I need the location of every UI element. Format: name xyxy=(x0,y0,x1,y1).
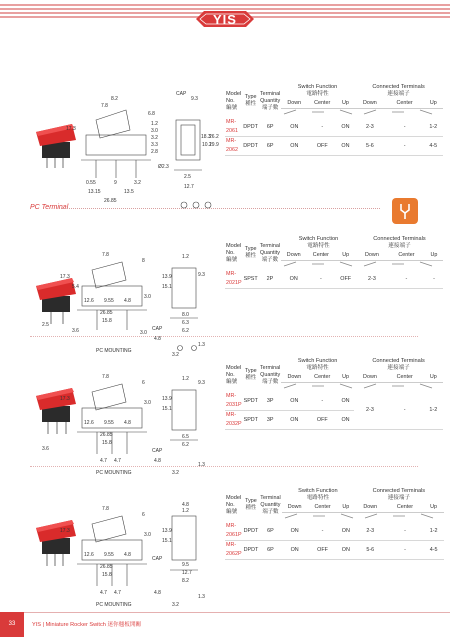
center-cell: OFF xyxy=(317,546,328,553)
dim-label: 4.8 xyxy=(124,420,131,426)
dim-label: 7.8 xyxy=(101,103,108,109)
dim-label: 6 xyxy=(142,512,145,518)
brand-logo xyxy=(190,9,260,29)
dim-label: 15.8 xyxy=(102,572,112,578)
conn-center-cell: - xyxy=(403,142,406,149)
up-cell: ON xyxy=(341,123,350,130)
dim-label: PC MOUNTING xyxy=(96,470,132,476)
table-row xyxy=(225,392,443,411)
dim-label: 17.3 xyxy=(60,396,70,402)
dim-label: 1.2 xyxy=(182,254,189,260)
conn-up-cell: 4-5 xyxy=(429,142,438,149)
dim-label: 29.9 xyxy=(209,142,219,148)
header-up: Up xyxy=(425,250,443,261)
type-cell: DPDT xyxy=(243,527,259,534)
dim-label: 1.2 xyxy=(151,121,158,127)
dim-label: 3.0 xyxy=(144,532,151,538)
dim-label: 15.1 xyxy=(162,538,172,544)
header-connected-terminals-zh: 連接端子 xyxy=(387,365,410,371)
dim-label: 7.8 xyxy=(102,506,109,512)
dim-label: 2.5 xyxy=(184,174,191,180)
dim-label: 4.8 xyxy=(154,590,161,596)
header-center: Center xyxy=(308,502,338,513)
dim-label: 13.9 xyxy=(162,274,172,280)
header-up: Up xyxy=(423,98,443,109)
technical-drawing xyxy=(26,80,226,230)
dim-label: 3.2 xyxy=(172,470,179,476)
dim-label: 26.85 xyxy=(100,310,113,316)
header-up: Up xyxy=(338,502,355,513)
header-switch-function-zh: 電路特性 xyxy=(307,243,330,249)
down-cell: ON xyxy=(290,397,299,404)
switch-position-icon xyxy=(282,261,442,267)
conn-up-cell: 4-5 xyxy=(429,546,438,553)
dim-label: 3.0 xyxy=(151,128,158,134)
terminals-cell: 3P xyxy=(266,416,274,423)
header-quantity: Quantity xyxy=(260,501,281,508)
header-model-zh: 編號 xyxy=(226,256,238,263)
dim-label: CAP xyxy=(152,326,163,332)
header-type: Type xyxy=(244,368,257,374)
table-row xyxy=(225,522,444,541)
dim-label: CAP xyxy=(152,448,163,454)
dim-label: 9 xyxy=(114,180,117,186)
dim-label: 3.6 xyxy=(42,446,49,452)
switch-position-icon xyxy=(282,383,442,389)
dim-label: 17.3 xyxy=(60,528,70,534)
spec-table xyxy=(225,488,444,560)
dim-label: 26.85 xyxy=(100,432,113,438)
header-quantity-zh: 端子數 xyxy=(261,256,278,263)
conn-center-cell: - xyxy=(403,123,406,130)
footer-rule xyxy=(24,612,450,613)
header-quantity-zh: 端子數 xyxy=(262,104,279,111)
dim-label: 3.3 xyxy=(151,142,158,148)
center-cell: - xyxy=(321,123,324,130)
dim-label: 9.3 xyxy=(198,272,205,278)
dim-label: 6.8 xyxy=(148,111,155,117)
dim-label: 4.8 xyxy=(154,336,161,342)
type-cell: SPDT xyxy=(243,416,258,423)
dim-label: 26.85 xyxy=(104,198,117,204)
dim-label: 12.7 xyxy=(182,570,192,576)
header-quantity-zh: 端子數 xyxy=(262,378,279,385)
dim-label: PC MOUNTING xyxy=(96,602,132,608)
dim-label: 2.5 xyxy=(42,322,49,328)
header-switch-function-zh: 電路特性 xyxy=(306,365,329,371)
header-down: Down xyxy=(281,372,307,383)
dim-label: 15.1 xyxy=(162,284,172,290)
down-cell: ON xyxy=(290,527,299,534)
header-type-zh: 種性 xyxy=(245,101,256,107)
header-center: Center xyxy=(386,98,423,109)
header-connected-terminals-zh: 連接端子 xyxy=(388,243,411,249)
dim-label: 1.3 xyxy=(198,594,205,600)
dim-label: 26.85 xyxy=(100,564,113,570)
header-type: Type xyxy=(244,94,257,100)
dim-label: 8 xyxy=(142,258,145,264)
header-type: Type xyxy=(245,498,257,504)
table-row xyxy=(225,541,444,560)
terminals-cell: 3P xyxy=(266,397,274,404)
dim-label: 6 xyxy=(142,380,145,386)
header-center: Center xyxy=(306,250,335,261)
conn-up-cell: 1-2 xyxy=(429,527,438,534)
dim-label: 10.1 xyxy=(202,142,212,148)
logo-text: YIS xyxy=(213,11,237,27)
header-switch-function: Switch Function xyxy=(298,488,338,494)
dim-label: 9.5 xyxy=(182,562,189,568)
header-type-zh: 種性 xyxy=(245,375,257,381)
dim-label: 4.8 xyxy=(124,298,131,304)
terminals-cell: 6P xyxy=(266,142,274,149)
model-no: MR-2061P xyxy=(226,523,242,538)
dim-label: 4.8 xyxy=(124,552,131,558)
conn-down-cell: 2-3 xyxy=(368,275,376,282)
model-no: MR-2032P xyxy=(226,412,242,427)
dim-label: 12.7 xyxy=(184,184,194,190)
dim-label: 4.7 xyxy=(100,458,107,464)
table-row xyxy=(225,118,443,137)
center-cell: - xyxy=(321,527,324,534)
header-model-no: Model No. xyxy=(226,90,242,104)
terminals-cell: 6P xyxy=(266,123,274,130)
header-connected-terminals: Connected Terminals xyxy=(372,358,425,364)
header-type-zh: 種性 xyxy=(245,505,257,511)
dim-label: 4.8 xyxy=(154,458,161,464)
dim-label: 3.0 xyxy=(140,330,147,336)
header-center: Center xyxy=(388,250,425,261)
conn-down-cell: 5-6 xyxy=(366,546,375,553)
page-number: 33 xyxy=(0,612,24,637)
header-down: Down xyxy=(354,98,386,109)
dim-label: 4.7 xyxy=(114,458,121,464)
header-up: Up xyxy=(423,372,443,383)
model-no: MR-2031P xyxy=(226,393,242,408)
header-quantity: Quantity xyxy=(259,249,280,256)
down-cell: ON xyxy=(290,546,299,553)
dim-label: 4.7 xyxy=(100,590,107,596)
dim-label: 8.2 xyxy=(111,96,118,102)
terminals-cell: 6P xyxy=(267,546,274,553)
conn-center-cell: - xyxy=(405,275,408,282)
dim-label: 1.3 xyxy=(198,342,205,348)
dim-label: CAP xyxy=(152,556,163,562)
dim-label: 26.2 xyxy=(209,134,219,140)
dim-label: 13.5 xyxy=(124,189,134,195)
table-row xyxy=(225,270,443,289)
model-no: MR-2062 xyxy=(226,138,238,153)
header-model-no: Model No. xyxy=(226,242,242,256)
table-row xyxy=(225,137,443,156)
type-cell: SPST xyxy=(243,275,258,282)
header-model-zh: 編號 xyxy=(226,508,238,515)
conn-up-cell: 1-2 xyxy=(429,123,438,130)
header-up: Up xyxy=(337,372,354,383)
header-connected-terminals: Connected Terminals xyxy=(373,236,426,242)
header-switch-function-zh: 電路特性 xyxy=(306,495,330,501)
type-cell: DPDT xyxy=(243,142,258,149)
header-stripe xyxy=(0,4,450,6)
header-quantity: Quantity xyxy=(260,97,281,104)
header-down: Down xyxy=(354,372,386,383)
header-switch-function: Switch Function xyxy=(298,236,339,242)
switch-position-icon xyxy=(283,513,443,519)
down-cell: ON xyxy=(290,416,299,423)
header-terminal: Terminal xyxy=(259,364,281,371)
header-model-zh: 編號 xyxy=(226,378,238,385)
dim-label: Ø2.3 xyxy=(158,164,169,170)
header-model-zh: 編號 xyxy=(226,104,238,111)
dim-label: 12.6 xyxy=(84,298,94,304)
header-down: Down xyxy=(281,98,307,109)
dim-label: 15.8 xyxy=(102,318,112,324)
center-cell: - xyxy=(319,275,322,282)
section-label-pc-terminal: PC Terminal xyxy=(30,204,69,211)
dim-label: 5.4 xyxy=(72,284,79,290)
header-connected-terminals-zh: 連接端子 xyxy=(387,91,410,97)
down-cell: ON xyxy=(290,123,299,130)
dim-label: 15.1 xyxy=(162,406,172,412)
dim-label: 8.2 xyxy=(182,578,189,584)
dim-label: 13.9 xyxy=(162,528,172,534)
dim-label: 3.2 xyxy=(172,602,179,608)
header-connected-terminals-zh: 連接端子 xyxy=(387,495,411,501)
conn-center-cell: - xyxy=(404,546,406,553)
center-cell: OFF xyxy=(316,142,328,149)
up-cell: ON xyxy=(341,142,350,149)
footer-text: YIS | Miniature Rocker Switch 迷你翹板開關 xyxy=(32,622,142,628)
model-no: MR-2021P xyxy=(226,271,242,286)
dim-label: 3.2 xyxy=(172,352,179,358)
dim-label: 6.3 xyxy=(182,320,189,326)
spec-table xyxy=(225,84,443,156)
header-down: Down xyxy=(354,502,386,513)
terminals-cell: 6P xyxy=(267,527,274,534)
dim-label: 13.9 xyxy=(162,396,172,402)
dim-label: 17.3 xyxy=(60,274,70,280)
header-down: Down xyxy=(281,250,306,261)
spec-table xyxy=(225,358,443,430)
dim-label: 6.5 xyxy=(182,434,189,440)
header-center: Center xyxy=(307,372,337,383)
dim-label: 3.0 xyxy=(144,294,151,300)
terminals-cell: 2P xyxy=(266,275,274,282)
header-terminal: Terminal xyxy=(259,90,281,97)
header-terminal: Terminal xyxy=(260,494,281,501)
technical-drawing xyxy=(22,482,222,632)
header-down: Down xyxy=(356,250,388,261)
type-cell: DPDT xyxy=(243,546,259,553)
header-up: Up xyxy=(335,250,355,261)
dim-label: 9.55 xyxy=(104,552,114,558)
dim-label: 9.55 xyxy=(104,298,114,304)
model-no: MR-2061 xyxy=(226,119,238,134)
spec-table xyxy=(225,236,443,289)
up-cell: OFF xyxy=(340,275,352,282)
conn-up-cell: 1-2 xyxy=(429,407,438,413)
type-cell: SPDT xyxy=(243,397,258,404)
header-center: Center xyxy=(386,372,423,383)
conn-center-cell: - xyxy=(404,527,406,534)
dim-label: 8.0 xyxy=(182,312,189,318)
dim-label: 6.2 xyxy=(182,328,189,334)
model-no: MR-2062P xyxy=(226,542,242,557)
dim-label: 6.2 xyxy=(182,442,189,448)
header-switch-function: Switch Function xyxy=(297,84,338,90)
dim-label: 4.8 xyxy=(182,502,189,508)
down-cell: ON xyxy=(290,142,299,149)
switch-position-icon xyxy=(282,109,442,115)
dim-label: PC MOUNTING xyxy=(96,348,132,354)
dim-label: 3.2 xyxy=(134,180,141,186)
up-cell: ON xyxy=(341,416,350,423)
header-connected-terminals: Connected Terminals xyxy=(372,84,425,90)
dim-label: 3.6 xyxy=(72,328,79,334)
dim-label: 7.8 xyxy=(102,252,109,258)
header-up: Up xyxy=(337,98,354,109)
dim-label: 18.3 xyxy=(201,134,211,140)
dim-label: 12.6 xyxy=(84,552,94,558)
conn-down-cell: 2-3 xyxy=(366,527,375,534)
dim-label: 9.3 xyxy=(198,380,205,386)
dim-label: 9.55 xyxy=(104,420,114,426)
header-up: Up xyxy=(424,502,444,513)
header-switch-function: Switch Function xyxy=(297,358,338,364)
dim-label: 2.8 xyxy=(151,149,158,155)
up-cell: ON xyxy=(341,527,350,534)
pc-terminal-icon xyxy=(392,198,418,224)
type-cell: DPDT xyxy=(243,123,258,130)
dim-label: 17.3 xyxy=(66,126,76,132)
dim-label: 13.15 xyxy=(88,189,101,195)
up-cell: ON xyxy=(341,397,350,404)
header-down: Down xyxy=(282,502,308,513)
dim-label: 15.8 xyxy=(102,440,112,446)
header-center: Center xyxy=(386,502,423,513)
conn-down-cell: 2-3 xyxy=(366,123,374,130)
header-type: Type xyxy=(244,246,257,252)
dim-label: 12.6 xyxy=(84,420,94,426)
dim-label: 4.7 xyxy=(114,590,121,596)
dim-label: CAP xyxy=(176,91,187,97)
header-center: Center xyxy=(307,98,337,109)
conn-down-cell: 5-6 xyxy=(366,142,374,149)
dim-label: 7.8 xyxy=(102,374,109,380)
dim-label: 1.2 xyxy=(182,508,189,514)
conn-center-cell: - xyxy=(403,407,406,413)
header-quantity-zh: 端子數 xyxy=(262,508,279,515)
conn-down-cell: 2-3 xyxy=(366,407,374,413)
conn-up-cell: - xyxy=(433,275,435,282)
header-connected-terminals: Connected Terminals xyxy=(372,488,426,494)
header-switch-function-zh: 電路特性 xyxy=(306,91,329,97)
technical-drawing xyxy=(22,350,222,500)
dim-label: 3.0 xyxy=(144,400,151,406)
header-model-no: Model No. xyxy=(226,494,242,508)
dim-label: 1.3 xyxy=(198,462,205,468)
center-cell: - xyxy=(321,397,324,404)
up-cell: ON xyxy=(341,546,350,553)
dim-label: 9.3 xyxy=(191,96,198,102)
center-cell: OFF xyxy=(316,416,328,423)
down-cell: ON xyxy=(289,275,298,282)
header-terminal: Terminal xyxy=(259,242,281,249)
dim-label: 0.55 xyxy=(86,180,96,186)
header-type-zh: 種性 xyxy=(245,253,257,259)
dim-label: 3.2 xyxy=(151,135,158,141)
header-model-no: Model No. xyxy=(226,364,242,378)
header-quantity: Quantity xyxy=(260,371,281,378)
dim-label: 1.2 xyxy=(182,376,189,382)
